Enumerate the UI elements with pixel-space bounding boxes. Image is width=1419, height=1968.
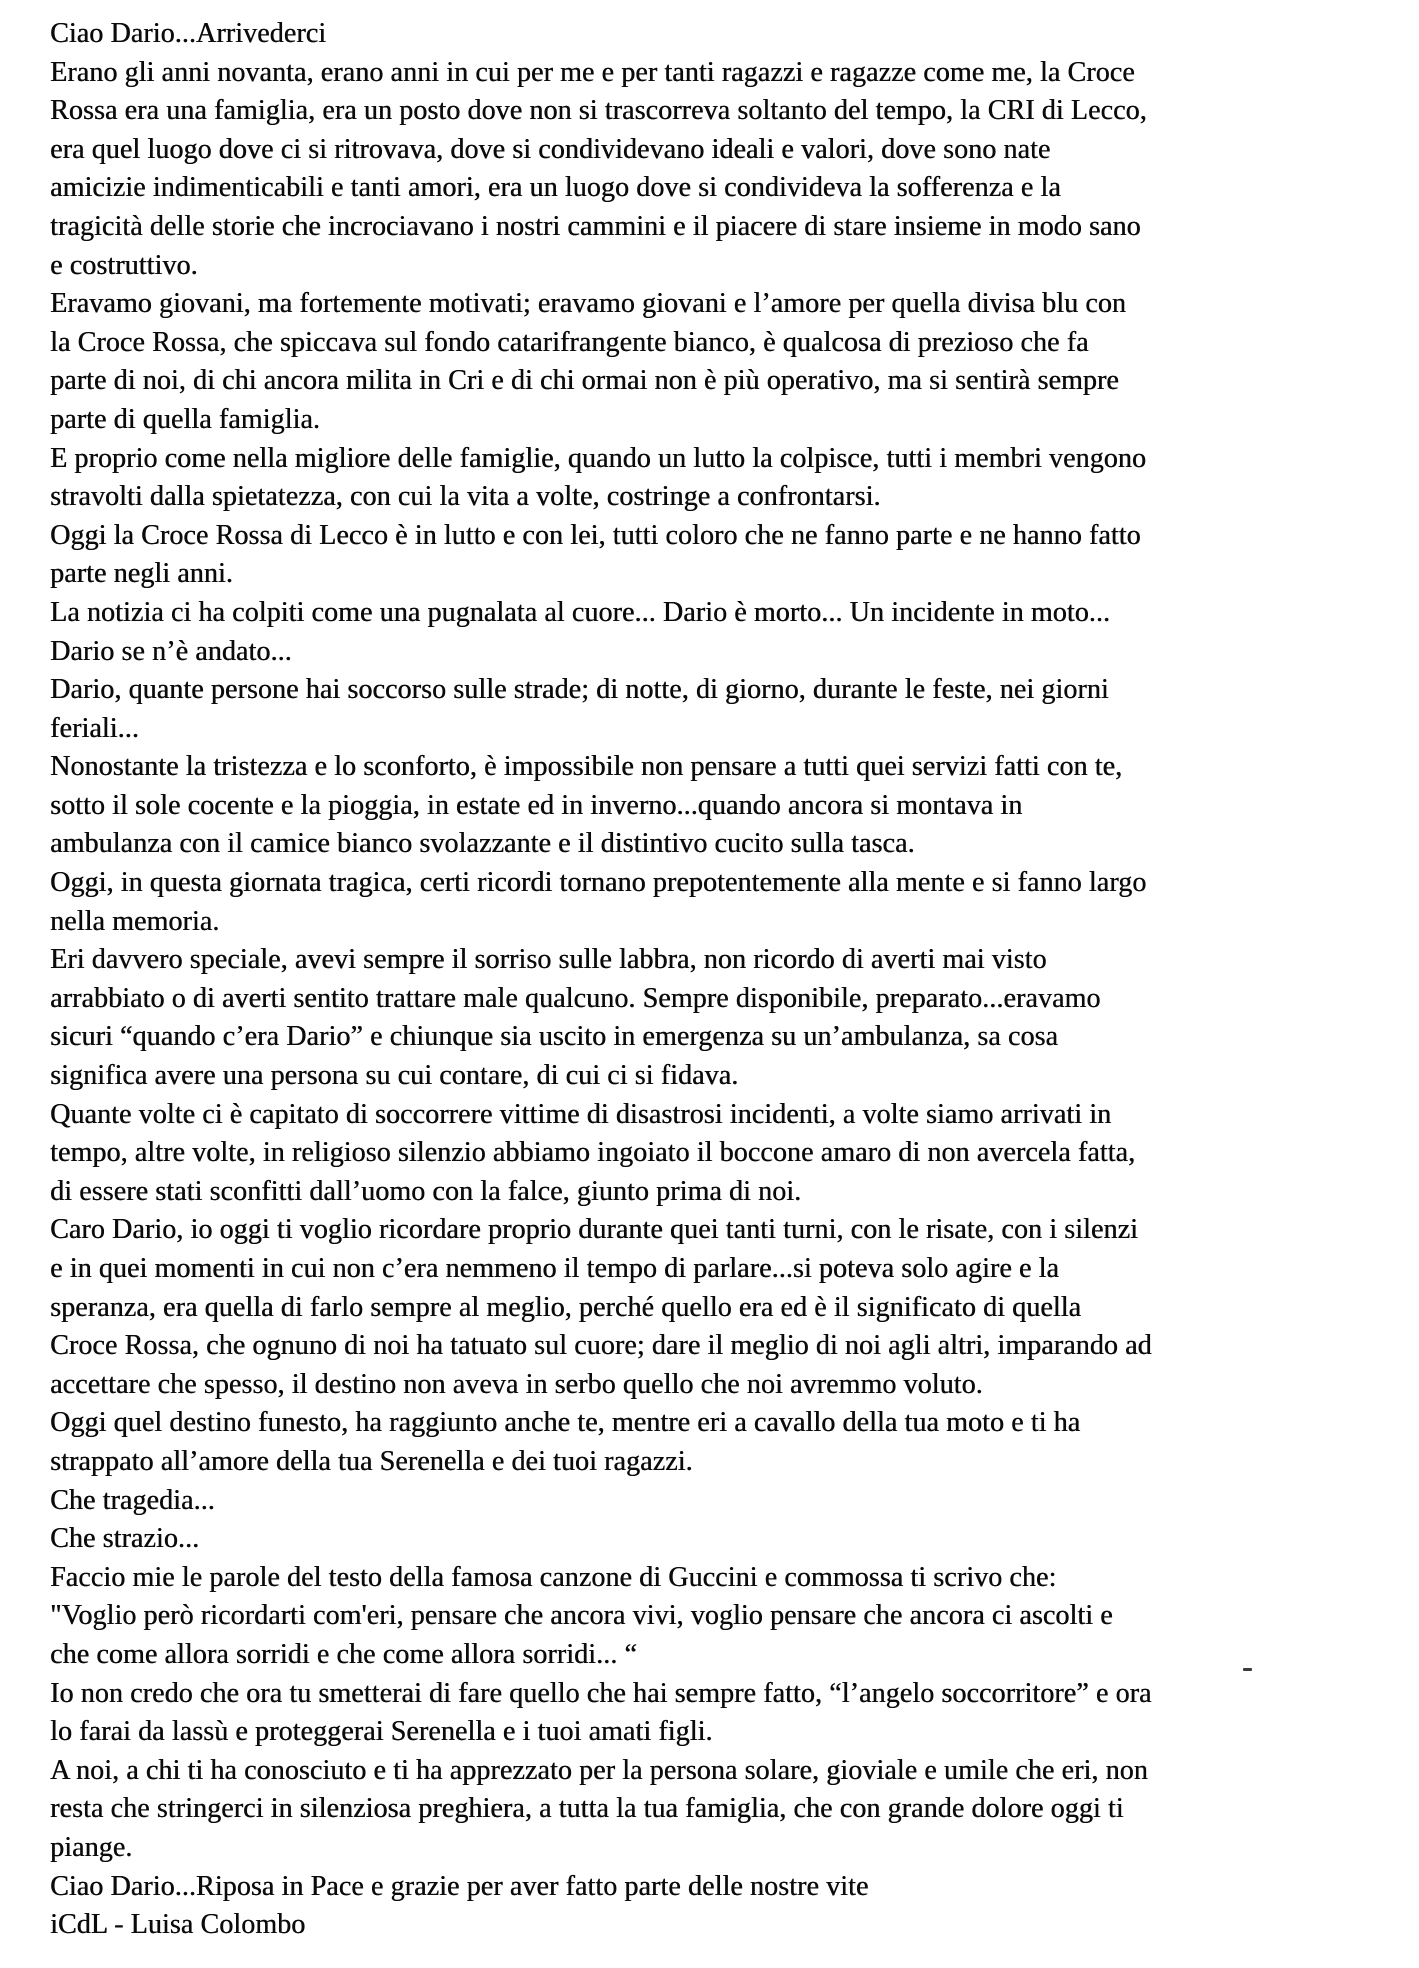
text-line: significa avere una persona su cui contare, di cui ci si fidava.	[50, 1060, 739, 1092]
text-line: lo farai da lassù e proteggerai Serenella e i tuoi amati figli.	[50, 1716, 713, 1748]
text-line: Oggi la Croce Rossa di Lecco è in lutto e con lei, tutti coloro che ne fanno parte e ne hanno fatto	[50, 519, 1141, 551]
text-line: Nonostante la tristezza e lo sconforto, è impossibile non pensare a tutti quei servizi fatti con te,	[50, 751, 1123, 783]
text-line: la Croce Rossa, che spiccava sul fondo catarifrangente bianco, è qualcosa di prezioso che fa	[50, 326, 1089, 358]
text-line: che come allora sorridi e che come allora sorridi... “	[50, 1638, 637, 1670]
text-line: nella memoria.	[50, 905, 220, 937]
text-line: Dario, quante persone hai soccorso sulle strade; di notte, di giorno, durante le feste, nei giorni	[50, 674, 1109, 706]
text-line: Caro Dario, io oggi ti voglio ricordare proprio durante quei tanti turni, con le risate, con i silenzi	[50, 1214, 1138, 1246]
text-line: Eri davvero speciale, avevi sempre il sorriso sulle labbra, non ricordo di averti mai visto	[50, 944, 1047, 976]
text-line: e in quei momenti in cui non c’era nemmeno il tempo di parlare...si poteva solo agire e la	[50, 1253, 1059, 1284]
text-line: Croce Rossa, che ognuno di noi ha tatuato sul cuore; dare il meglio di noi agli altri, imparando ad	[50, 1330, 1152, 1362]
title-line: Ciao Dario...Arrivederci	[50, 18, 327, 49]
text-line: resta che stringerci in silenziosa preghiera, a tutta la tua famiglia, che con grande dolore oggi ti	[50, 1793, 1124, 1825]
text-line: Eravamo giovani, ma fortemente motivati; eravamo giovani e l’amore per quella divisa blu con	[50, 288, 1126, 320]
document-text	[50, 15, 1401, 1945]
text-line: era quel luogo dove ci si ritrovava, dove si condividevano ideali e valori, dove sono nate	[50, 133, 1051, 165]
text-line: "Voglio però ricordarti com'eri, pensare che ancora vivi, voglio pensare che ancora ci ascolti e	[50, 1600, 1113, 1632]
text-line: E proprio come nella migliore delle famiglie, quando un lutto la colpisce, tutti i membri vengono	[50, 442, 1146, 474]
text-line: Io non credo che ora tu smetterai di fare quello che hai sempre fatto, “l’angelo soccorritore” e ora	[50, 1677, 1152, 1709]
text-line: Erano gli anni novanta, erano anni in cui per me e per tanti ragazzi e ragazze come me, la Croce	[50, 56, 1135, 88]
text-line: parte negli anni.	[50, 558, 233, 590]
text-line: strappato all’amore della tua Serenella e dei tuoi ragazzi.	[50, 1445, 693, 1477]
text-line: Quante volte ci è capitato di soccorrere vittime di disastrosi incidenti, a volte siamo arrivati in	[50, 1098, 1112, 1130]
text-line: Oggi, in questa giornata tragica, certi ricordi tornano prepotentemente alla mente e si fanno largo	[50, 867, 1147, 899]
text-line: A noi, a chi ti ha conosciuto e ti ha apprezzato per la persona solare, gioviale e umile che eri, non	[50, 1754, 1148, 1786]
text-line: accettare che spesso, il destino non aveva in serbo quello che noi avremmo voluto.	[50, 1368, 983, 1400]
text-line: amicizie indimenticabili e tanti amori, era un luogo dove si condivideva la sofferenza e la	[50, 172, 1061, 204]
text-line: tempo, altre volte, in religioso silenzio abbiamo ingoiato il boccone amaro di non avercela fatta,	[50, 1137, 1136, 1169]
scan-artifact-mark	[1243, 1668, 1252, 1671]
text-line: sicuri “quando c’era Dario” e chiunque sia uscito in emergenza su un’ambulanza, sa cosa	[50, 1021, 1059, 1053]
text-line: feriali...	[50, 712, 139, 744]
text-line: Ciao Dario...Riposa in Pace e grazie per aver fatto parte delle nostre vite	[50, 1870, 869, 1902]
text-line: Dario se n’è andato...	[50, 635, 292, 667]
text-line: sotto il sole cocente e la pioggia, in estate ed in inverno...quando ancora si montava in	[50, 789, 1023, 821]
text-line: Rossa era una famiglia, era un posto dove non si trascorreva soltanto del tempo, la CRI di Lecco,	[50, 95, 1147, 127]
signature-line: iCdL - Luisa Colombo	[50, 1909, 306, 1941]
text-line: Che strazio...	[50, 1523, 200, 1555]
text-line: La notizia ci ha colpiti come una pugnalata al cuore... Dario è morto... Un incidente in moto...	[50, 596, 1111, 628]
text-line: piange.	[50, 1831, 133, 1863]
text-line: Che tragedia...	[50, 1484, 215, 1516]
text-line: Faccio mie le parole del testo della famosa canzone di Guccini e commossa ti scrivo che:	[50, 1561, 1057, 1593]
text-line: di essere stati sconfitti dall’uomo con la falce, giunto prima di noi.	[50, 1175, 802, 1207]
text-line: tragicità delle storie che incrociavano i nostri cammini e il piacere di stare insieme in modo sano	[50, 210, 1141, 242]
text-line: e costruttivo.	[50, 249, 198, 281]
text-line: arrabbiato o di averti sentito trattare male qualcuno. Sempre disponibile, preparato...eravamo	[50, 982, 1101, 1014]
text-line: stravolti dalla spietatezza, con cui la vita a volte, costringe a confrontarsi.	[50, 481, 881, 513]
text-line: ambulanza con il camice bianco svolazzante e il distintivo cucito sulla tasca.	[50, 828, 915, 860]
text-line: speranza, era quella di farlo sempre al meglio, perché quello era ed è il significato di quella	[50, 1291, 1082, 1323]
text-line: Oggi quel destino funesto, ha raggiunto anche te, mentre eri a cavallo della tua moto e ti ha	[50, 1407, 1081, 1439]
text-line: parte di quella famiglia.	[50, 403, 320, 435]
text-line: parte di noi, di chi ancora milita in Cri e di chi ormai non è più operativo, ma si sentirà sempre	[50, 365, 1119, 397]
